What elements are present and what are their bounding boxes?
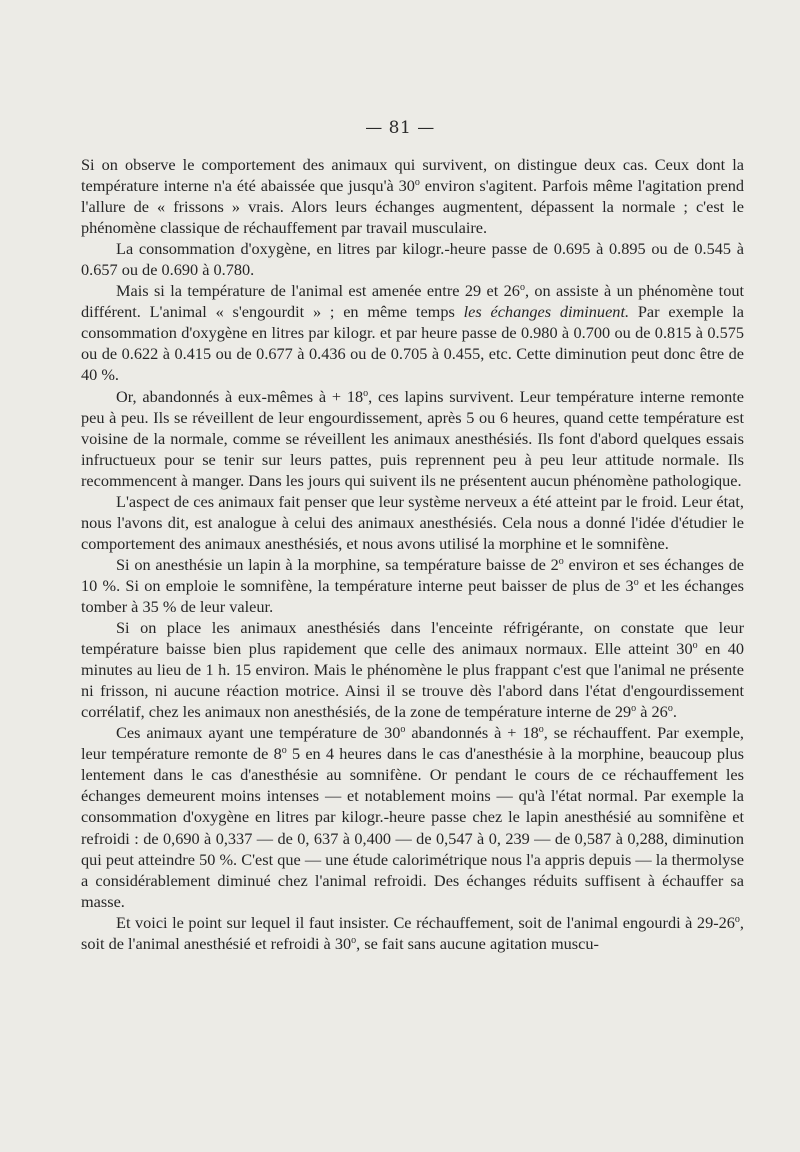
degree-mark: o [631,703,637,715]
paragraph-9 [81,912,744,954]
text-run: Ces animaux ayant une température de 30 [116,723,401,743]
text-run: en 40 minutes au lieu de 1 h. 15 environ. Mais le phénomène le plus frappant c'est que l'animal ne présente ni frisson, ni aucune réaction motrice. Ainsi il se trouve dès l'abord dans l'état d'engourdissement corrélatif, chez les animaux non anesthésiés, de la zone de température interne de 29 [81,639,744,722]
degree-mark: o [633,576,639,588]
degree-mark: o [400,724,406,736]
paragraph-4 [81,386,744,491]
text-run: . [672,702,677,722]
degree-mark: o [667,703,673,715]
text-run: Si on anesthésie un lapin à la morphine, sa température baisse de 2 [116,554,559,574]
degree-mark: o [281,745,287,757]
text-run: environ s'agitent. Parfois même l'agitation prend l'allure de « frissons » vrais. Alors leurs échanges augmentent, dépassent la normale ; c'est le phénomène classique de réchauffement par travail musculaire. [81,176,745,238]
text-run: Par exemple la consommation d'oxygène en litres par kilogr. et par heure passe de 0.980 à 0.700 ou de 0.815 à 0.575 ou de 0.622 à 0.415 ou de 0.677 à 0.436 ou de 0.705 à 0.455, etc. Cette diminution peut donc être de 40 %. [81,302,745,385]
degree-mark: o [363,387,369,399]
text-run: , se réchauffent. Par exemple, leur température remonte de 8 [81,723,744,764]
text-run: Si on observe le comportement des animaux qui survivent, on distingue deux cas. Ceux dont la température interne n'a été abaissée que jusqu'à 30 [81,155,744,196]
degree-mark: o [692,640,698,652]
paragraph-2 [81,238,744,280]
text-run: , on assiste à un phénomène tout différent. L'animal « s'engourdit » ; en même temps [81,281,744,322]
text-run: , se fait sans aucune agitation muscu- [356,933,599,953]
text-run: Or, abandonnés à eux-mêmes à + 18 [116,386,364,406]
text-run: , soit de l'animal anesthésié et refroidi à 30 [81,912,744,953]
emphasis-text: les échanges diminuent. [463,302,630,322]
text-run: et les échanges tomber à 35 % de leur valeur. [81,575,744,616]
paragraph-3 [81,280,744,385]
degree-mark: o [519,282,525,294]
degree-mark: o [734,913,740,925]
text-run: Mais si la température de l'animal est amenée entre 29 et 26 [116,281,520,301]
degree-mark: o [351,934,357,946]
text-run: abandonnés à + 18 [405,723,539,743]
text-run: Si on place les animaux anesthésiés dans l'enceinte réfrigérante, on constate que leur température baisse bien plus rapidement que celle des animaux normaux. Elle atteint 30 [81,618,744,659]
text-run: environ et ses échanges de 10 %. Si on emploie le somnifène, la température interne peut baisser de plus de 3 [81,554,744,595]
degree-mark: o [414,177,420,189]
text-run: L'aspect de ces animaux fait penser que leur système nerveux a été atteint par le froid. Leur état, nous l'avons dit, est analogue à celui des animaux anesthésiés. Cela nous a donné l'idée d'étudier le comportement des animaux anesthésiés, et nous avons utilisé la morphine et le somnifène. [81,491,744,553]
paragraph-7 [81,617,744,722]
body-text [81,154,744,954]
page-number: — 81 — [365,118,435,138]
text-run: à 26 [636,702,668,722]
text-run: , ces lapins survivent. Leur température interne remonte peu à peu. Ils se réveillent de leur engourdissement, après 5 ou 6 heures, quand cette température est voisine de la normale, comme se réveillent les animaux anesthésiés. Ils font d'abord quelques essais infructueux pour se tenir sur leurs pattes, puis reprennent peu à peu leur attitude normale. Ils recommencent à manger. Dans les jours qui suivent ils ne présentent aucun phénomène pathologique. [81,386,745,490]
paragraph-8 [81,722,744,911]
paragraph-5 [81,491,744,554]
paragraph-1 [81,154,744,238]
text-run: La consommation d'oxygène, en litres par kilogr.-heure passe de 0.695 à 0.895 ou de 0.545 à 0.657 ou de 0.690 à 0.780. [81,239,744,280]
paragraph-6 [81,554,744,617]
text-run: Et voici le point sur lequel il faut insister. Ce réchauffement, soit de l'animal engourdi à 29-26 [116,912,735,932]
degree-mark: o [538,724,544,736]
text-run: 5 en 4 heures dans le cas d'anesthésie à la morphine, beaucoup plus lentement dans le cas d'anesthésie au somnifène. Or pendant le cours de ce réchauffement les échanges demeurent moins intenses — et notablement moins — qu'à l'état normal. Par exemple la consommation d'oxygène en litres par kilogr.-heure passe chez le lapin anesthésié au somnifène et refroidi : de 0,690 à 0,337 — de 0, 637 à 0,400 — de 0,547 à 0, 239 — de 0,587 à 0,288, diminution qui peut atteindre 50 %. C'est que — une étude calorimétrique nous l'a appris depuis — la thermolyse a considérablement diminué chez l'animal refroidi. Des échanges réduits suffisent à échauffer sa masse. [81,744,745,911]
degree-mark: o [558,555,564,567]
